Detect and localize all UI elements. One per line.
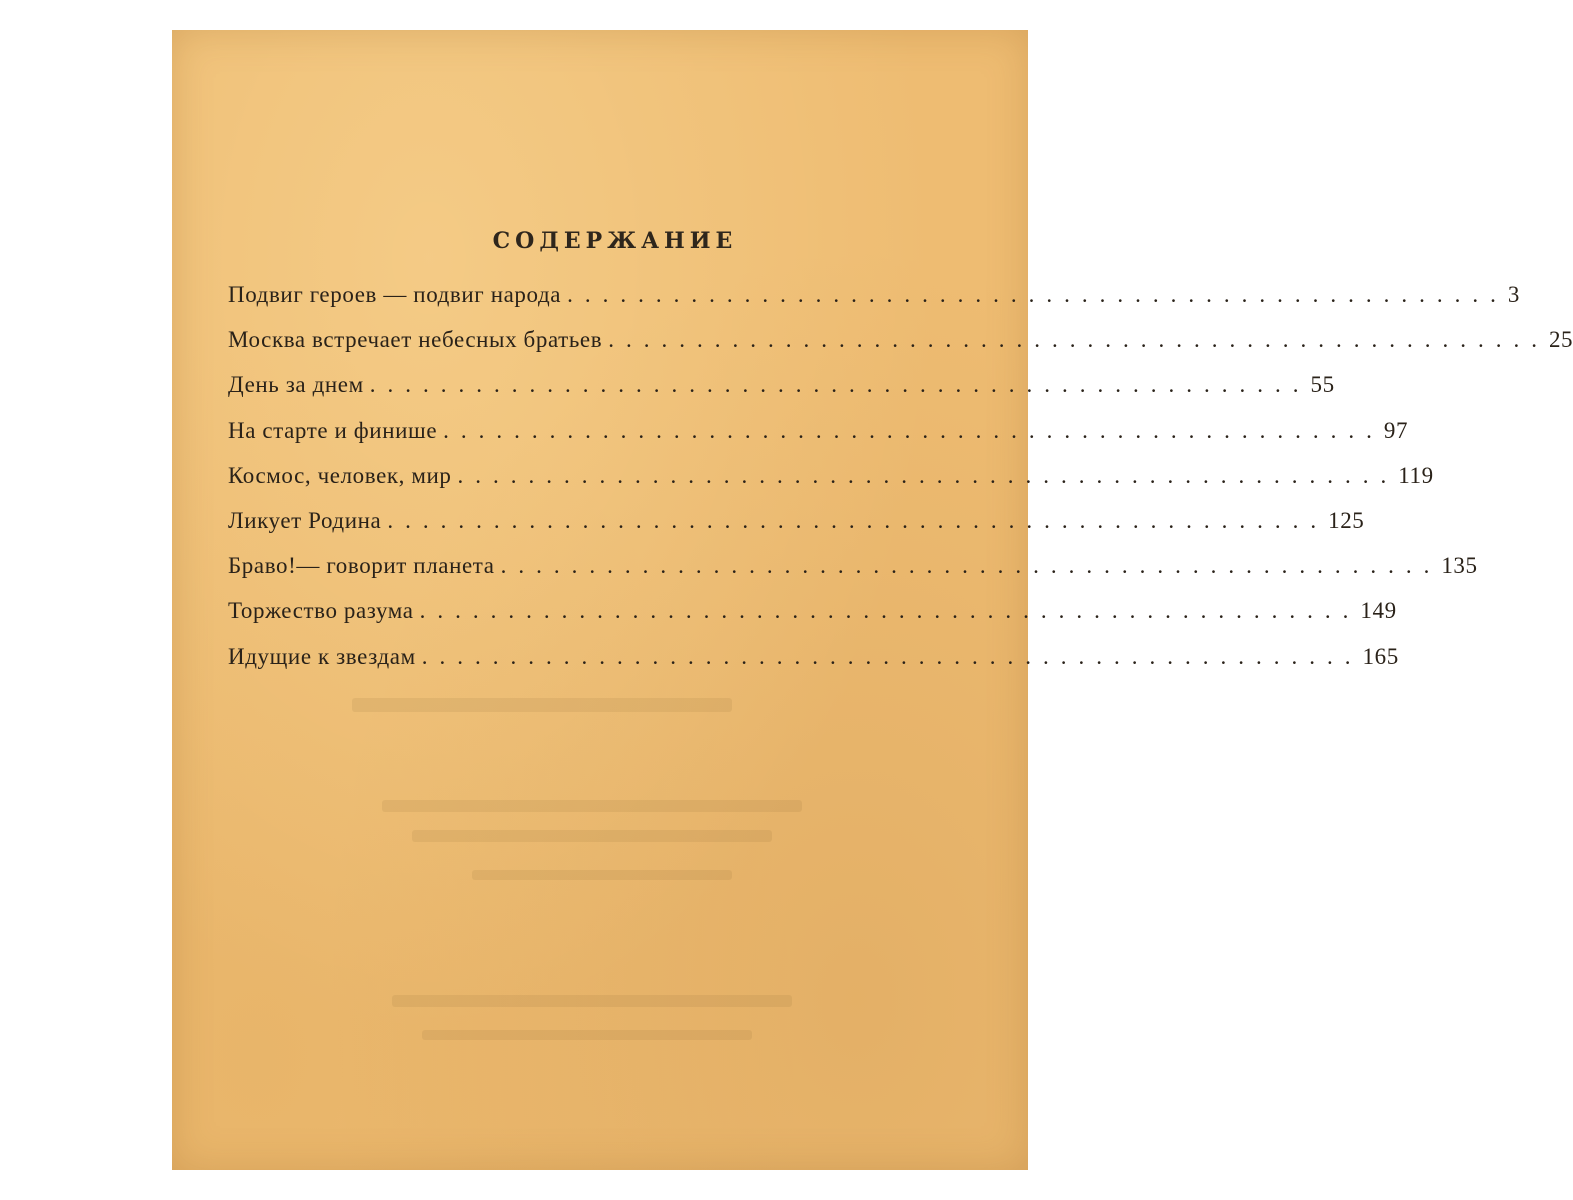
toc-entry-leader: ..................................................... [608, 327, 1549, 353]
toc-entry-page: 119 [1398, 462, 1434, 488]
toc-entry-page: 125 [1328, 507, 1365, 533]
toc-entry-title: Космос, человек, мир [228, 462, 452, 488]
toc-entry-page: 25 [1548, 327, 1573, 353]
toc-entry-page: 149 [1360, 598, 1397, 624]
toc-entry [228, 282, 1520, 327]
toc-entry-page: 97 [1383, 417, 1409, 443]
toc-entry-leader: ..................................................... [421, 643, 1363, 669]
toc-entry-title: На старте и финише [228, 417, 438, 443]
toc-entry-leader: ..................................................... [443, 417, 1384, 443]
toc-entry-leader: ..................................................... [387, 507, 1329, 533]
show-through-mark [422, 1030, 752, 1040]
toc-entry-title: Браво!— говорит планета [228, 553, 495, 579]
toc-entry-leader: ..................................................... [500, 553, 1442, 579]
toc-entry-title: Идущие к звездам [228, 643, 416, 669]
show-through-mark [352, 698, 732, 712]
toc-title: СОДЕРЖАНИЕ [492, 228, 738, 254]
toc-entry-page: 135 [1441, 553, 1478, 579]
toc-entry-leader: ..................................................... [369, 372, 1311, 398]
toc-entry-page: 3 [1507, 282, 1520, 307]
show-through-mark [472, 870, 732, 880]
toc-entry-title: Торжество разума [228, 598, 414, 624]
toc-entry-leader: ..................................................... [457, 462, 1399, 488]
toc-entry-leader: ..................................................... [567, 282, 1508, 307]
toc-entry-leader: ..................................................... [419, 598, 1361, 624]
show-through-mark [382, 800, 802, 812]
toc-entry-page: 165 [1362, 643, 1399, 669]
toc-entry [228, 417, 1409, 463]
show-through-mark [392, 995, 792, 1007]
toc-entry [228, 598, 1397, 643]
toc-entry [228, 462, 1434, 508]
book-page [172, 30, 1573, 1170]
toc-entry-title: Ликует Родина [228, 507, 382, 533]
toc-entry [228, 372, 1335, 417]
toc-entry [228, 327, 1573, 372]
toc-entry [228, 553, 1478, 598]
toc-entry-title: День за днем [228, 372, 364, 398]
toc-entry-page: 55 [1310, 372, 1335, 398]
toc-list [228, 282, 1573, 689]
toc-entry-title: Подвиг героев — подвиг народа [228, 282, 562, 307]
show-through-mark [412, 830, 772, 842]
toc-entry [228, 643, 1399, 689]
toc-entry [228, 507, 1365, 553]
toc-entry-title: Москва встречает небесных братьев [228, 327, 603, 353]
